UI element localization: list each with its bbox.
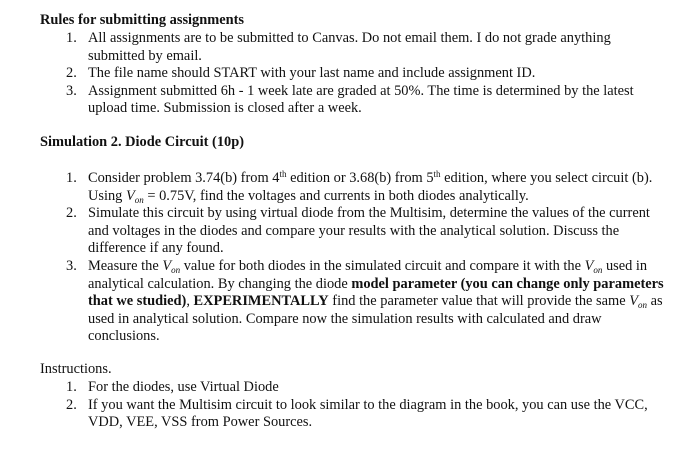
v-on-symbol: $V_{on}$ [162, 257, 181, 275]
list-number: 2. [66, 65, 77, 82]
simulation-list-item [66, 170, 666, 205]
list-number: 2. [66, 205, 77, 222]
list-item-text: If you want the Multisim circuit to look similar to the diagram in the book, you can use the VCC, VDD, VEE, VSS from Power Sources. [88, 396, 648, 431]
list-number: 1. [66, 379, 77, 395]
list-item-text: All assignments are to be submitted to Canvas. Do not email them. I do not grade anything submitted by email. [88, 30, 611, 64]
instructions-list-item [66, 379, 666, 397]
list-item-text: Measure the $V_{on}$ value for both diodes in the simulated circuit and compare it with the $V_{on}$ used in analytical calculation. By changing the diode model parameter (you can change only parameters that we studied), EXPERIMENTALLY find the parameter value that will provide the same $V_{on}$ as used in analytical solution. Compare now the simulation results with calculated and draw conclusions. [88, 257, 664, 345]
instructions-list [66, 379, 666, 432]
v-on-symbol: $V_{on}$ [125, 187, 144, 205]
rules-heading: Rules for submitting assignments [40, 12, 245, 28]
list-item-text: Simulate this circuit by using virtual diode from the Multisim, determine the values of the current and voltages in the diodes and compare your results with the analytical solution. Discuss the difference if any found. [88, 205, 650, 257]
list-number: 3. [66, 257, 77, 274]
simulation-list [66, 170, 666, 346]
list-item-text: For the diodes, use Virtual Diode [88, 379, 279, 395]
list-item-text: The file name should START with your last name and include assignment ID. [88, 65, 536, 82]
list-number: 1. [66, 30, 77, 46]
list-item-text: Assignment submitted 6h - 1 week late are graded at 50%. The time is determined by the latest upload time. Submission is closed after a week. [88, 82, 634, 117]
list-number: 3. [66, 82, 77, 99]
list-number: 1. [66, 170, 77, 186]
rules-list-item [66, 65, 666, 83]
instructions-list-item [66, 397, 666, 432]
simulation-list-item [66, 258, 666, 346]
simulation-list-item [66, 205, 666, 258]
list-item-text: Consider problem 3.74(b) from 4th edition or 3.68(b) from 5th edition, where you select circuit (b). Using $V_{on} = 0.75V$, find the voltages and currents in both diodes analytically. [88, 169, 653, 205]
rules-list [66, 30, 666, 118]
v-on-symbol: $V_{on}$ [629, 293, 647, 311]
instructions-heading: Instructions. [40, 361, 112, 377]
simulation-heading: Simulation 2. Diode Circuit (10p) [40, 134, 245, 150]
list-number: 2. [66, 396, 77, 413]
rules-list-item [66, 83, 666, 118]
rules-list-item [66, 30, 666, 65]
v-on-symbol: $V_{on}$ [584, 257, 603, 275]
